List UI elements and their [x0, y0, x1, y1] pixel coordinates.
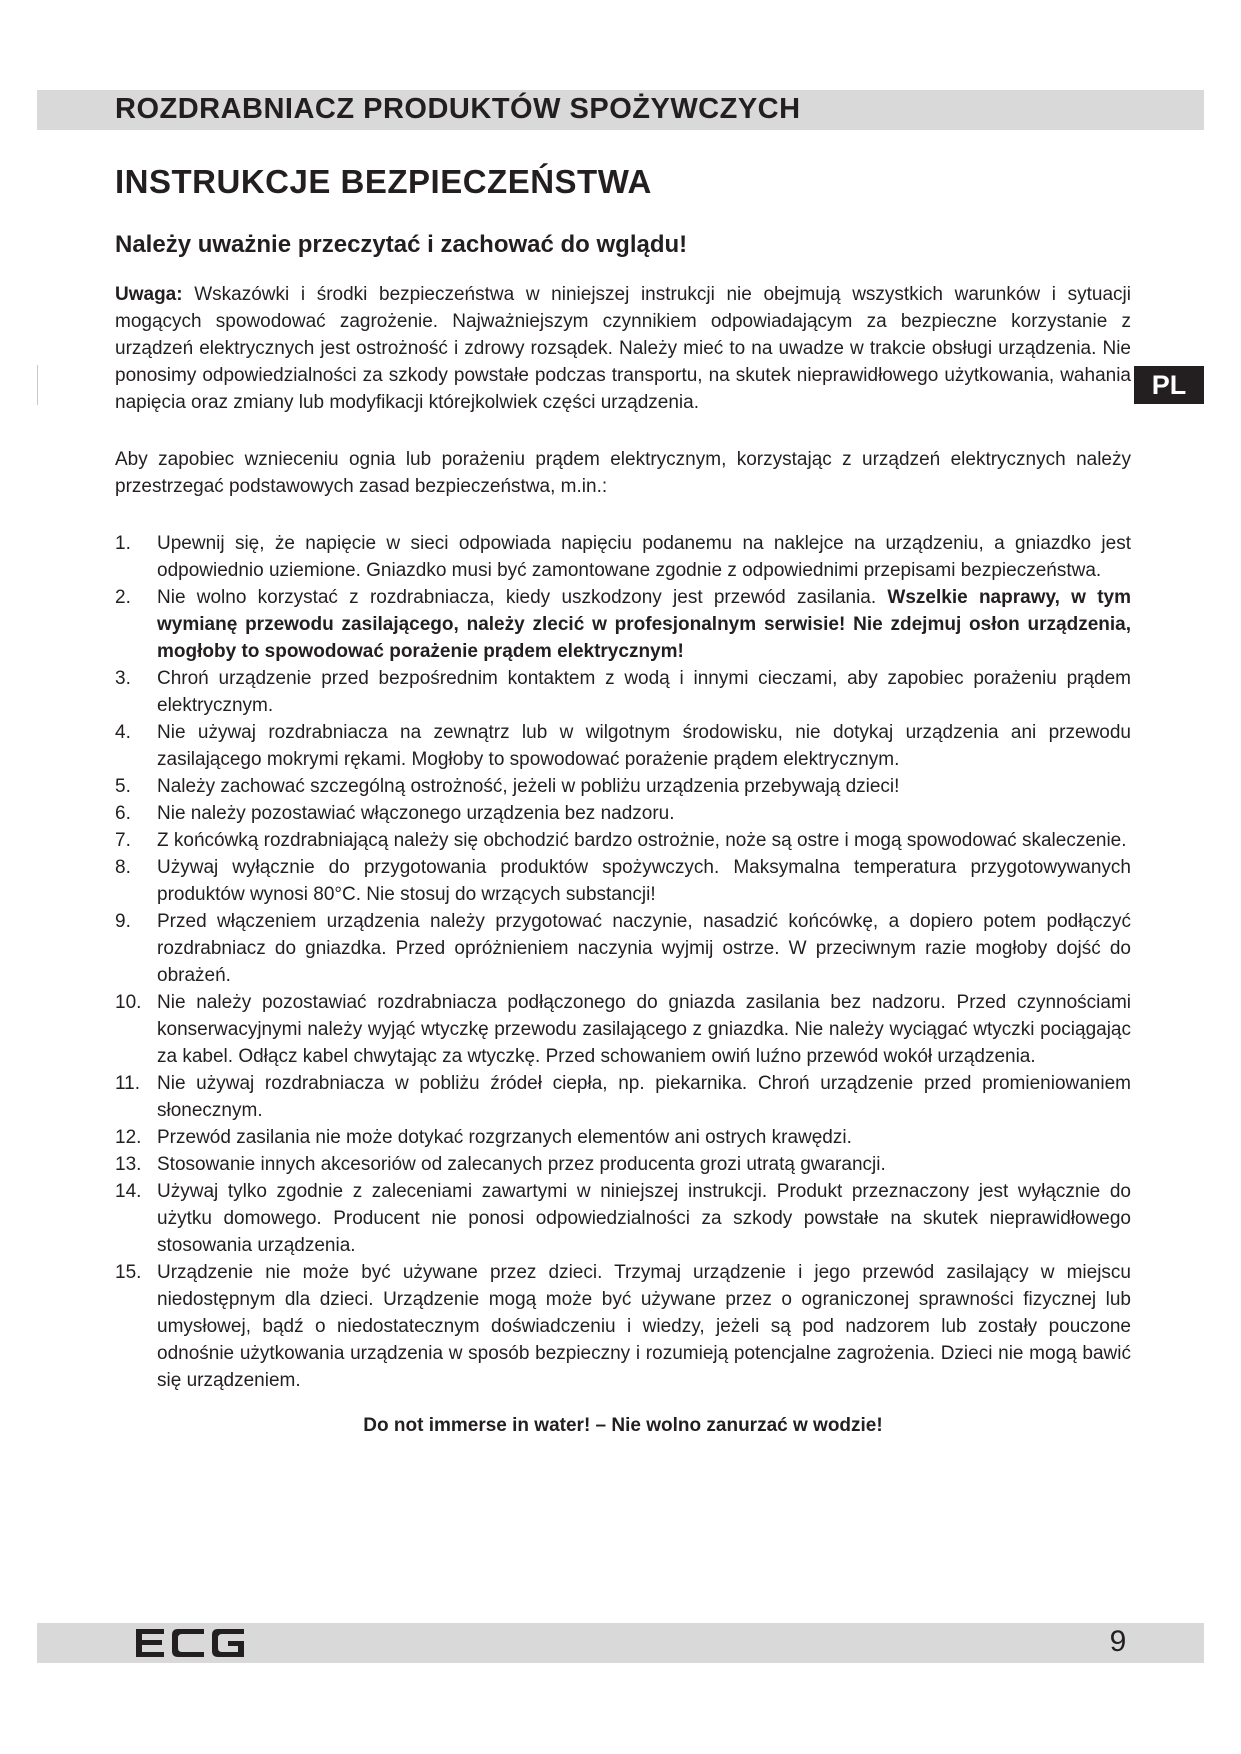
list-item-number: 14.: [115, 1181, 142, 1202]
document-header-title: ROZDRABNIACZ PRODUKTÓW SPOŻYWCZYCH: [115, 93, 801, 125]
list-item: [115, 1070, 1131, 1124]
list-item-number: 12.: [115, 1127, 142, 1148]
section-title: INSTRUKCJE BEZPIECZEŃSTWA: [115, 163, 652, 200]
list-item: [115, 719, 1131, 773]
list-item-number: 15.: [115, 1262, 142, 1283]
subtitle: Należy uważnie przeczytać i zachować do wglądu!: [115, 231, 688, 258]
list-item-text: Stosowanie innych akcesoriów od zalecanych przez producenta grozi utratą gwarancji.: [157, 1154, 886, 1175]
list-item: [115, 800, 1131, 827]
page-number: 9: [1109, 1625, 1127, 1658]
list-item-text: Nie używaj rozdrabniacza na zewnątrz lub w wilgotnym środowisku, nie dotykaj urządzenia ani przewodu zasilającego mokrymi rękami. Mogłoby to spowodować porażenie prądem elektrycznym.: [157, 722, 1131, 770]
intro-paragraph: Aby zapobiec wznieceniu ognia lub porażeniu prądem elektrycznym, korzystając z urządzeń elektrycznych należy przestrzegać podstawowych zasad bezpieczeństwa, m.in.:: [115, 449, 1131, 497]
list-item: [115, 665, 1131, 719]
final-warning: Do not immerse in water! – Nie wolno zanurzać w wodzie!: [363, 1415, 883, 1436]
list-item-bold-text: Wszelkie naprawy, w tym wymianę przewodu zasilającego, należy zlecić w profesjonalnym serwisie! Nie zdejmuj osłon urządzenia, mogłoby to spowodować porażenie prądem elektrycznym!: [157, 587, 1131, 662]
list-item: [115, 1151, 1131, 1178]
list-item-text: Urządzenie nie może być używane przez dzieci. Trzymaj urządzenie i jego przewód zasilający w miejscu niedostępnym dla dzieci. Urządzenie mogą może być używane przez o ograniczonej sprawności fizycznej lub umysłowej, bądź o niedostatecznym doświadczeniu i wiedzy, jeżeli są pod nadzorem lub zostały pouczone odnośnie użytkowania urządzenia w sposób bezpieczny i rozumieją potencjalne zagrożenia. Dzieci nie mogą bawić się urządzeniem.: [157, 1262, 1131, 1391]
warning-label: Uwaga:: [115, 284, 183, 305]
list-item-text: Przewód zasilania nie może dotykać rozgrzanych elementów ani ostrych krawędzi.: [157, 1127, 852, 1148]
list-item-number: 5.: [115, 776, 131, 797]
list-item-text: Nie należy pozostawiać włączonego urządzenia bez nadzoru.: [157, 803, 675, 824]
list-item: [115, 530, 1131, 584]
list-item-number: 9.: [115, 911, 131, 932]
list-item: [115, 584, 1131, 665]
list-item-number: 8.: [115, 857, 131, 878]
list-item-text: Chroń urządzenie przed bezpośrednim kontaktem z wodą i innymi cieczami, aby zapobiec porażeniu prądem elektrycznym.: [157, 668, 1131, 716]
list-item-text: Używaj tylko zgodnie z zaleceniami zawartymi w niniejszej instrukcji. Produkt przeznaczony jest wyłącznie do użytku domowego. Producent nie ponosi odpowiedzialności za szkody powstałe na skutek nieprawidłowego stosowania urządzenia.: [157, 1181, 1131, 1256]
list-item-text: Nie wolno korzystać z rozdrabniacza, kiedy uszkodzony jest przewód zasilania.: [157, 587, 888, 608]
list-item-number: 2.: [115, 587, 131, 608]
list-item-number: 7.: [115, 830, 131, 851]
list-item-text: Używaj wyłącznie do przygotowania produktów spożywczych. Maksymalna temperatura przygotowywanych produktów wynosi 80°C. Nie stosuj do wrzących substancji!: [157, 857, 1131, 905]
list-item-text: Nie należy pozostawiać rozdrabniacza podłączonego do gniazda zasilania bez nadzoru. Przed czynnościami konserwacyjnymi należy wyjąć wtyczkę przewodu zasilającego z gniazdka. Nie należy wyciągać wtyczki pociągając za kabel. Odłącz kabel chwytając za wtyczkę. Przed schowaniem owiń luźno przewód wokół urządzenia.: [157, 992, 1131, 1067]
list-item: [115, 908, 1131, 989]
list-item-number: 4.: [115, 722, 131, 743]
warning-text: Wskazówki i środki bezpieczeństwa w niniejszej instrukcji nie obejmują wszystkich warunków i sytuacji mogących spowodować zagrożenie. Najważniejszym czynnikiem odpowiadającym za bezpieczne korzystanie z urządzeń elektrycznych jest ostrożność i zdrowy rozsądek. Należy mieć to na uwadze w trakcie obsługi urządzenia. Nie ponosimy odpowiedzialności za szkody powstałe podczas transportu, na skutek nieprawidłowego użytkowania, wahania napięcia oraz zmiany lub modyfikacji którejkolwiek części urządzenia.: [115, 284, 1131, 413]
list-item: [115, 1178, 1131, 1259]
list-item: [115, 1124, 1131, 1151]
margin-mark: [37, 365, 38, 405]
list-item-number: 6.: [115, 803, 131, 824]
list-item: [115, 773, 1131, 800]
list-item-text: Nie używaj rozdrabniacza w pobliżu źródeł ciepła, np. piekarnika. Chroń urządzenie przed promieniowaniem słonecznym.: [157, 1073, 1131, 1121]
list-item-number: 13.: [115, 1154, 142, 1175]
list-item: [115, 989, 1131, 1070]
list-item-number: 1.: [115, 533, 131, 554]
list-item: [115, 827, 1131, 854]
main-content: [115, 281, 1131, 1439]
list-item-text: Upewnij się, że napięcie w sieci odpowiada napięciu podanemu na naklejce na urządzeniu, a gniazdko jest odpowiednio uziemione. Gniazdko musi być zamontowane zgodnie z odpowiednimi przepisami bezpieczeństwa.: [157, 533, 1131, 581]
language-tab: PL: [1134, 366, 1204, 404]
list-item: [115, 854, 1131, 908]
list-item-text: Należy zachować szczególną ostrożność, jeżeli w pobliżu urządzenia przebywają dzieci!: [157, 776, 900, 797]
list-item-text: Z końcówką rozdrabniającą należy się obchodzić bardzo ostrożnie, noże są ostre i mogą spowodować skaleczenie.: [157, 830, 1127, 851]
list-item-number: 11.: [115, 1073, 141, 1094]
safety-instructions-list: [115, 530, 1131, 1394]
list-item: [115, 1259, 1131, 1394]
list-item-number: 3.: [115, 668, 131, 689]
list-item-text: Przed włączeniem urządzenia należy przygotować naczynie, nasadzić końcówkę, a dopiero potem podłączyć rozdrabniacz do gniazdka. Przed opróżnieniem naczynia wyjmij ostrze. W przeciwnym razie mogłoby dojść do obrażeń.: [157, 911, 1131, 986]
list-item-number: 10.: [115, 992, 142, 1013]
ecg-logo: [130, 1626, 250, 1660]
warning-paragraph: [115, 281, 1131, 416]
